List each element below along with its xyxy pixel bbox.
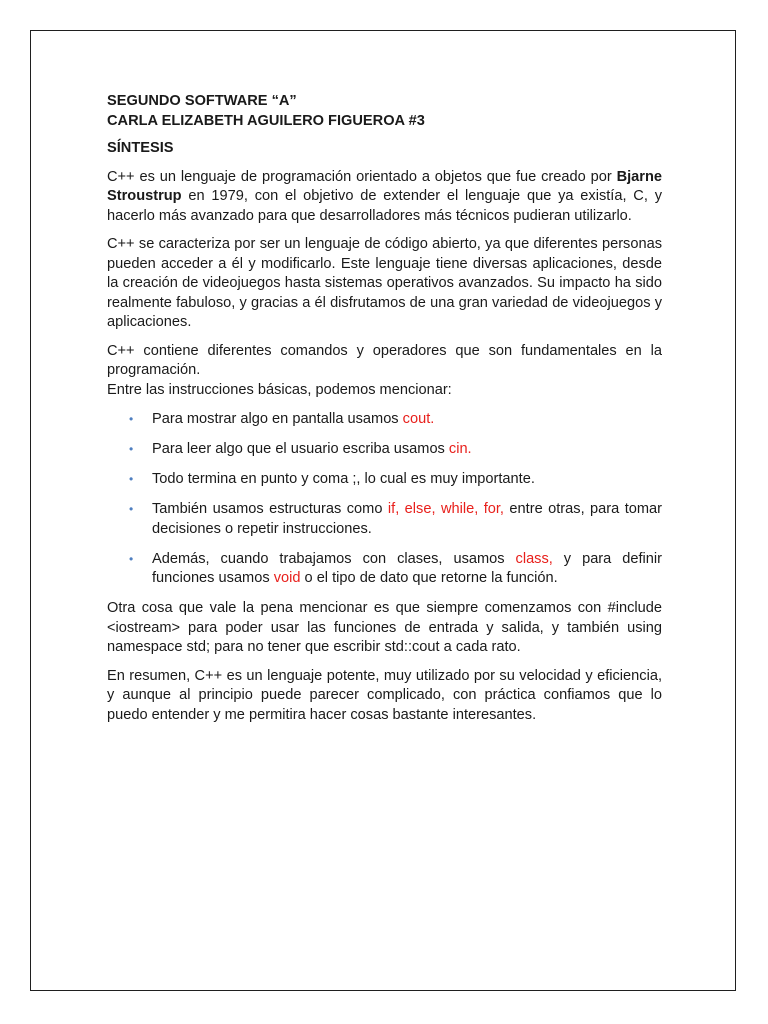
keyword-highlight: class,: [515, 550, 553, 567]
paragraph-commands-lead: Entre las instrucciones básicas, podemos mencionar:: [107, 381, 452, 398]
keyword-highlight: if, else, while, for,: [387, 501, 504, 517]
list-item: [107, 410, 662, 430]
paragraph-intro-text: C++ es un lenguaje de programación orientado a objetos que fue creado por: [107, 168, 617, 185]
instruction-list: [107, 410, 662, 589]
document-body: [107, 92, 662, 725]
paragraph-intro-rest: en 1979, con el objetivo de extender el lenguaje que ya existía, C, y hacerlo más avanzado para que desarrolladores más técnicos pudieran utilizarlo.: [107, 188, 662, 224]
list-item: [107, 470, 662, 490]
paragraph-intro: [107, 168, 662, 227]
keyword-highlight: cin.: [448, 441, 472, 457]
header-line-1: SEGUNDO SOFTWARE “A”: [107, 93, 297, 109]
section-title: SÍNTESIS: [107, 140, 174, 156]
bullet-icon: •: [129, 472, 134, 486]
bullet-icon: •: [129, 442, 134, 456]
list-item-text-rest: y para definir funciones usamos: [152, 550, 663, 586]
bullet-icon: •: [129, 551, 134, 566]
keyword-highlight: cout.: [402, 411, 435, 427]
list-item-text: También usamos estructuras como: [152, 501, 388, 517]
paragraph-features: C++ se caracteriza por ser un lenguaje de código abierto, ya que diferentes personas pueden acceder a él y modificarlo. Este lenguaje tiene diversas aplicaciones, desde la creación de videojuegos hasta sistemas operativos avanzados. Su impacto ha sido realmente fabuloso, y gracias a él disfrutamos de una gran variedad de videojuegos y aplicaciones.: [107, 236, 662, 330]
list-item: [107, 440, 662, 460]
list-item-text-end: o el tipo de dato que retorne la función.: [300, 570, 558, 586]
header-line-2: CARLA ELIZABETH AGUILERO FIGUEROA #3: [107, 112, 425, 129]
paragraph-summary: En resumen, C++ es un lenguaje potente, muy utilizado por su velocidad y eficiencia, y aunque al principio puede parecer complicado, con práctica confiamos que lo puedo entender y me permitira hacer cosas bastante interesantes.: [107, 667, 662, 723]
list-item-text: Para leer algo que el usuario escriba usamos: [152, 441, 449, 457]
author-name: Bjarne Stroustrup: [107, 168, 662, 204]
bullet-icon: •: [129, 502, 134, 516]
paragraph-include: Otra cosa que vale la pena mencionar es que siempre comenzamos con #include <iostream> para poder usar las funciones de entrada y salida, y también using namespace std; para no tener que escribir std::cout a cada rato.: [107, 600, 662, 655]
paragraph-commands: C++ contiene diferentes comandos y operadores que son fundamentales en la programación.: [107, 342, 662, 378]
document-page: [30, 30, 736, 991]
list-item-text: Todo termina en punto y coma ;, lo cual es muy importante.: [152, 471, 535, 487]
bullet-icon: •: [129, 412, 134, 426]
keyword-highlight: void: [273, 570, 301, 586]
list-item-text-rest: entre otras, para tomar decisiones o repetir instrucciones.: [152, 501, 663, 537]
list-item: [107, 500, 662, 539]
list-item-text: Además, cuando trabajamos con clases, usamos: [152, 550, 516, 567]
list-item: [107, 550, 662, 589]
list-item-text: Para mostrar algo en pantalla usamos: [152, 411, 403, 427]
